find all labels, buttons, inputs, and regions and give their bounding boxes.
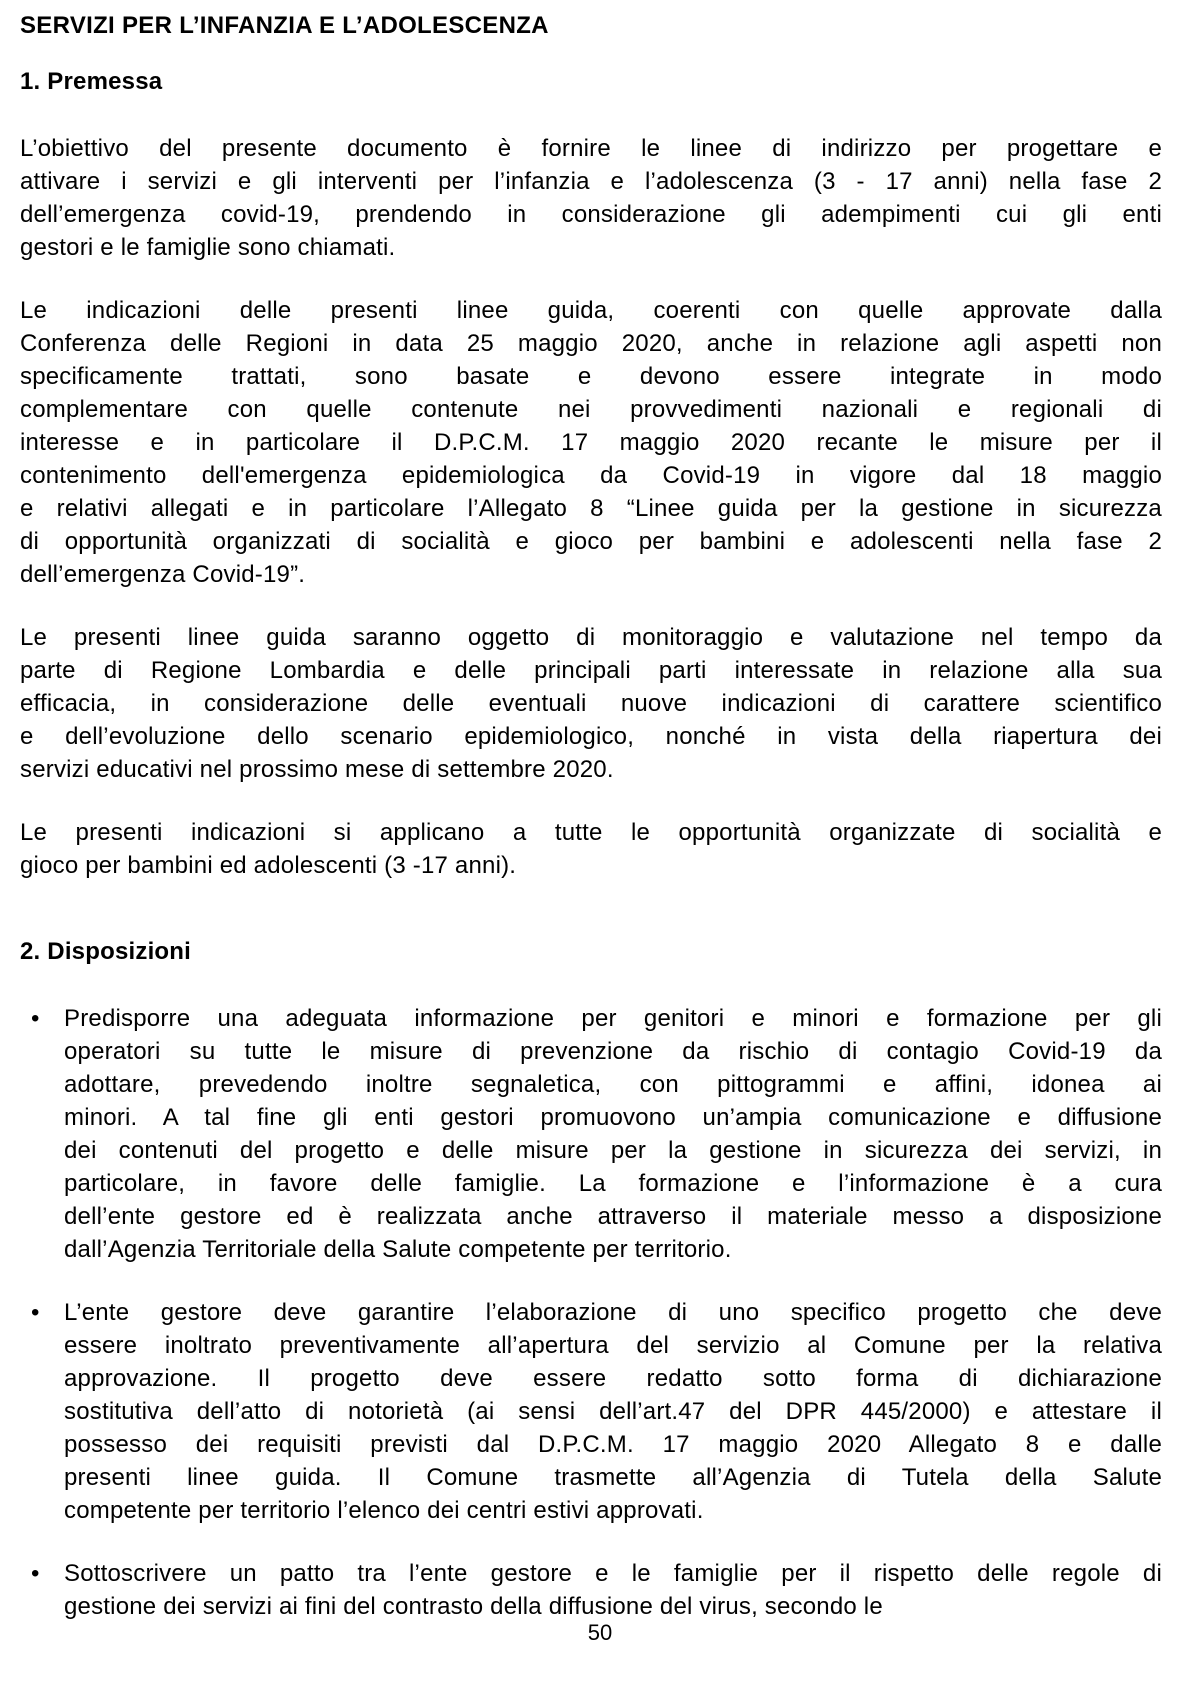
text-line: Predisporre una adeguata informazione per genitori e minori e formazione per gli: [64, 1005, 1162, 1032]
bullet-icon: •: [31, 1005, 40, 1032]
paragraph: [20, 621, 1162, 786]
bullet-item: [20, 1296, 1162, 1527]
text-line: adottare, prevedendo inoltre segnaletica, con pittogrammi e affini, idonea ai: [64, 1071, 1162, 1098]
text-line: e relativi allegati e in particolare l’Allegato 8 “Linee guida per la gestione in sicurezza: [20, 495, 1162, 522]
section-premessa: [20, 68, 1162, 882]
paragraph: [20, 132, 1162, 264]
text-line: minori. A tal fine gli enti gestori promuovono un’ampia comunicazione e diffusione: [64, 1104, 1162, 1131]
text-line: approvazione. Il progetto deve essere redatto sotto forma di dichiarazione: [64, 1365, 1162, 1392]
text-line: operatori su tutte le misure di prevenzione da rischio di contagio Covid-19 da: [64, 1038, 1162, 1065]
text-line: efficacia, in considerazione delle eventuali nuove indicazioni di carattere scientifico: [20, 690, 1162, 717]
text-lines: [20, 621, 1162, 786]
text-line: dell’emergenza Covid-19”.: [20, 561, 306, 588]
text-line: gestione dei servizi ai fini del contrasto della diffusione del virus, secondo le: [64, 1593, 883, 1620]
text-line: particolare, in favore delle famiglie. La formazione e l’informazione è a cura: [64, 1170, 1162, 1197]
text-line: parte di Regione Lombardia e delle principali parti interessate in relazione alla sua: [20, 657, 1162, 684]
text-line: interesse e in particolare il D.P.C.M. 17 maggio 2020 recante le misure per il: [20, 429, 1162, 456]
text-line: L’obiettivo del presente documento è fornire le linee di indirizzo per progettare e: [20, 135, 1162, 162]
text-line: Le presenti linee guida saranno oggetto di monitoraggio e valutazione nel tempo da: [20, 624, 1162, 651]
text-line: competente per territorio l’elenco dei centri estivi approvati.: [64, 1497, 704, 1524]
section-heading-premessa: 1. Premessa: [20, 68, 163, 95]
section-disposizioni-blocks: [20, 1002, 1162, 1623]
text-line: sostitutiva dell’atto di notorietà (ai sensi dell’art.47 del DPR 445/2000) e attestare il: [64, 1398, 1162, 1425]
text-lines: [64, 1002, 1162, 1266]
text-line: e dell’evoluzione dello scenario epidemiologico, nonché in vista della riapertura dei: [20, 723, 1162, 750]
paragraph: [20, 294, 1162, 591]
bullet-icon: •: [31, 1299, 40, 1326]
section-disposizioni: [20, 938, 1162, 1623]
text-line: Conferenza delle Regioni in data 25 maggio 2020, anche in relazione agli aspetti non: [20, 330, 1162, 357]
bullet-icon: •: [31, 1560, 40, 1587]
text-lines: [64, 1296, 1162, 1527]
text-line: essere inoltrato preventivamente all’apertura del servizio al Comune per la relativa: [64, 1332, 1162, 1359]
document-title: SERVIZI PER L’INFANZIA E L’ADOLESCENZA: [20, 12, 549, 39]
paragraph: [20, 816, 1162, 882]
text-lines: [20, 816, 1162, 882]
text-line: L’ente gestore deve garantire l’elaborazione di uno specifico progetto che deve: [64, 1299, 1162, 1326]
text-line: gioco per bambini ed adolescenti (3 -17 anni).: [20, 852, 517, 879]
text-line: dell’emergenza covid-19, prendendo in considerazione gli adempimenti cui gli enti: [20, 201, 1162, 228]
text-line: di opportunità organizzati di socialità e gioco per bambini e adolescenti nella fase 2: [20, 528, 1162, 555]
text-line: Sottoscrivere un patto tra l’ente gestore e le famiglie per il rispetto delle regole di: [64, 1560, 1162, 1587]
text-line: attivare i servizi e gli interventi per l’infanzia e l’adolescenza (3 - 17 anni) nella fase 2: [20, 168, 1162, 195]
bullet-item: [20, 1002, 1162, 1266]
text-line: dei contenuti del progetto e delle misure per la gestione in sicurezza dei servizi, in: [64, 1137, 1162, 1164]
page-number: 50: [587, 1620, 613, 1645]
bullet-item: [20, 1557, 1162, 1623]
text-line: Le indicazioni delle presenti linee guida, coerenti con quelle approvate dalla: [20, 297, 1162, 324]
section-heading-disposizioni: 2. Disposizioni: [20, 938, 192, 965]
text-line: presenti linee guida. Il Comune trasmette all’Agenzia di Tutela della Salute: [64, 1464, 1162, 1491]
text-line: specificamente trattati, sono basate e devono essere integrate in modo: [20, 363, 1162, 390]
text-line: possesso dei requisiti previsti dal D.P.C.M. 17 maggio 2020 Allegato 8 e dalle: [64, 1431, 1162, 1458]
text-lines: [20, 132, 1162, 264]
text-line: dall’Agenzia Territoriale della Salute competente per territorio.: [64, 1236, 732, 1263]
text-lines: [20, 294, 1162, 591]
section-premessa-blocks: [20, 132, 1162, 882]
text-line: contenimento dell'emergenza epidemiologica da Covid-19 in vigore dal 18 maggio: [20, 462, 1162, 489]
text-line: gestori e le famiglie sono chiamati.: [20, 234, 396, 261]
text-lines: [64, 1557, 1162, 1623]
text-line: servizi educativi nel prossimo mese di settembre 2020.: [20, 756, 614, 783]
text-line: dell’ente gestore ed è realizzata anche attraverso il materiale messo a disposizione: [64, 1203, 1162, 1230]
text-line: complementare con quelle contenute nei provvedimenti nazionali e regionali di: [20, 396, 1162, 423]
text-line: Le presenti indicazioni si applicano a tutte le opportunità organizzate di socialità e: [20, 819, 1162, 846]
